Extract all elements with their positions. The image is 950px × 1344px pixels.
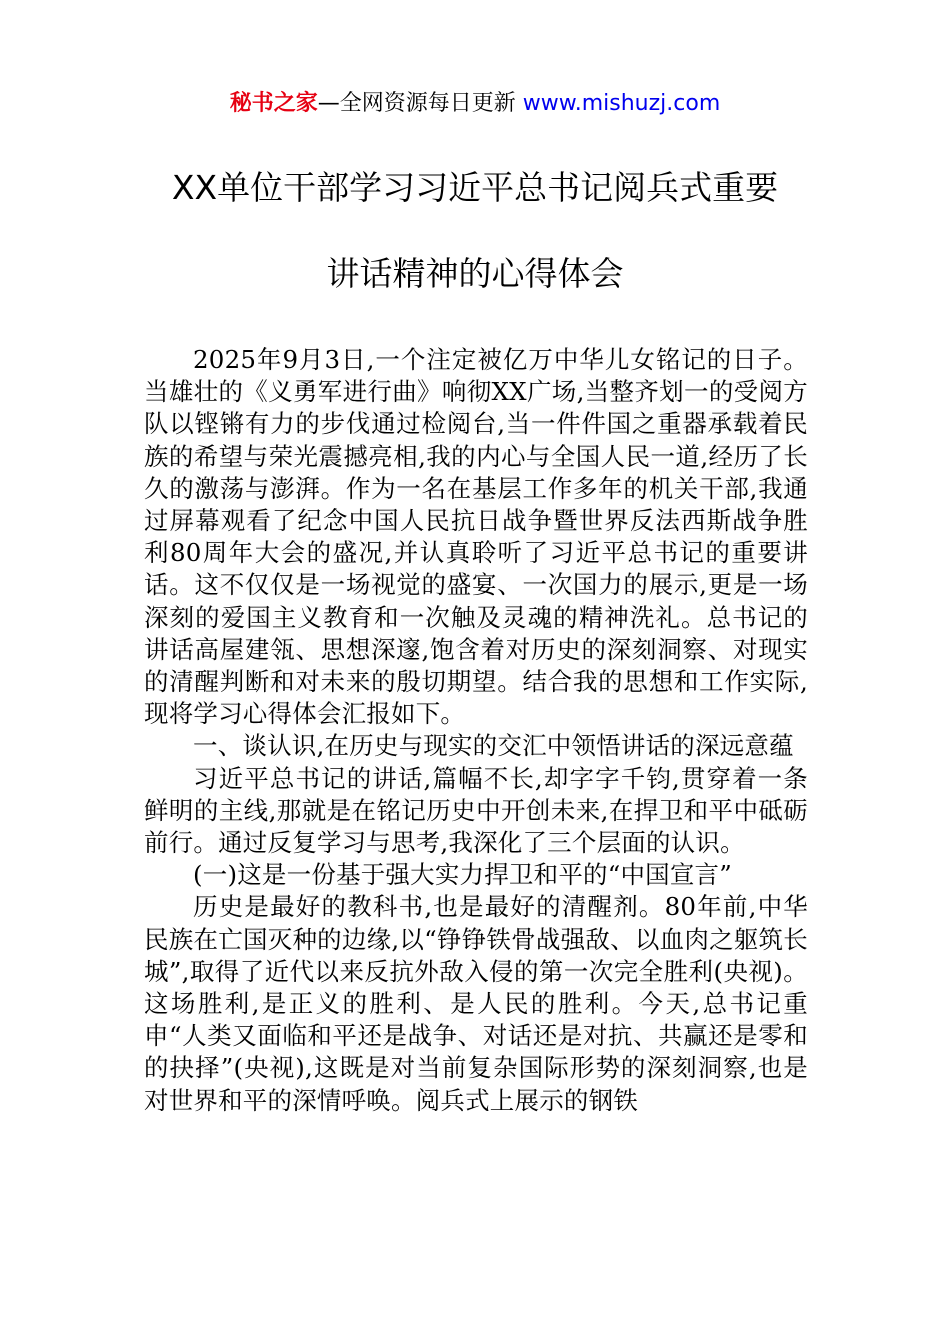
- document-title: [120, 160, 830, 302]
- section-heading-1: 一、谈认识,在历史与现实的交汇中领悟讲话的深远意蕴: [193, 731, 794, 761]
- paragraph-section-1: 习近平总书记的讲话,篇幅不长,却字字千钧,贯穿着一条鲜明的主线,那就是在铭记历史中开创未来,在捍卫和平中砥砺前行。通过反复学习与思考,我深化了三个层面的认识。: [144, 763, 808, 858]
- paragraph-subsection-1: 历史是最好的教科书,也是最好的清醒剂。80年前,中华民族在亡国灭种的边缘,以“铮铮铁骨战强敌、以血肉之躯筑长城”,取得了近代以来反抗外敌入侵的第一次完全胜利(央视)。这场胜利,是正义的胜利、是人民的胜利。今天,总书记重申“人类又面临和平还是战争、对话还是对抗、共赢还是零和的抉择”(央视),这既是对当前复杂国际形势的深刻洞察,也是对世界和平的深情呼唤。阅兵式上展示的钢铁: [144, 892, 808, 1115]
- site-tagline: —全网资源每日更新: [317, 91, 523, 116]
- site-url-link[interactable]: www.mishuzj.com: [522, 91, 721, 116]
- document-body: [144, 344, 808, 1117]
- title-line-1: XX单位干部学习习近平总书记阅兵式重要: [171, 168, 779, 207]
- site-header: [0, 88, 950, 120]
- subsection-heading-1: (一)这是一份基于强大实力捍卫和平的“中国宣言”: [193, 860, 732, 890]
- site-brand: 秘书之家: [229, 91, 318, 116]
- paragraph-intro: 2025年9月3日,一个注定被亿万中华儿女铭记的日子。当雄壮的《义勇军进行曲》响彻XX广场,当整齐划一的受阅方队以铿锵有力的步伐通过检阅台,当一件件国之重器承载着民族的希望与荣光震撼亮相,我的内心与全国人民一道,经历了长久的激荡与澎湃。作为一名在基层工作多年的机关干部,我通过屏幕观看了纪念中国人民抗日战争暨世界反法西斯战争胜利80周年大会的盛况,并认真聆听了习近平总书记的重要讲话。这不仅仅是一场视觉的盛宴、一次国力的展示,更是一场深刻的爱国主义教育和一次触及灵魂的精神洗礼。总书记的讲话高屋建瓴、思想深邃,饱含着对历史的深刻洞察、对现实的清醒判断和对未来的殷切期望。结合我的思想和工作实际,现将学习心得体会汇报如下。: [144, 345, 808, 729]
- title-line-2: 讲话精神的心得体会: [326, 254, 624, 293]
